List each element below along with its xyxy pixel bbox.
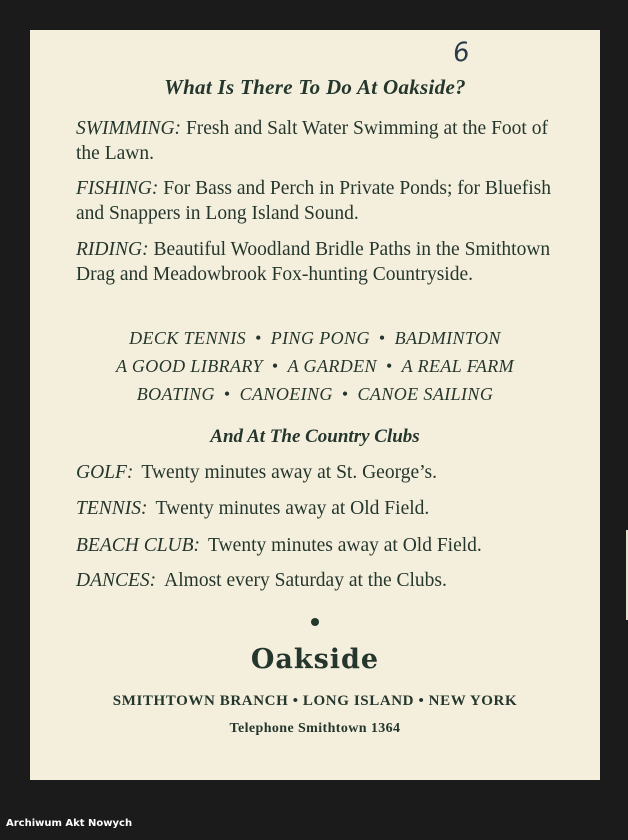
handwritten-page-number: 6 [450, 36, 472, 70]
divider-bullet [311, 618, 319, 626]
activity-swimming [76, 116, 576, 166]
club-key: GOLF: [76, 462, 134, 483]
country-clubs-heading: And At The Country Clubs [210, 426, 420, 447]
activity-fishing [76, 176, 576, 226]
extras-row-2 [30, 352, 600, 380]
club-key: BEACH CLUB: [76, 535, 201, 556]
extra-item: A REAL FARM [401, 356, 515, 376]
activity-key: RIDING: [76, 239, 149, 260]
club-golf [76, 461, 586, 485]
address-line: SMITHTOWN BRANCH • LONG ISLAND • NEW YORK [112, 693, 518, 709]
extra-item: PING PONG [270, 328, 370, 348]
activity-key: SWIMMING: [76, 118, 182, 139]
extras-row-1 [30, 324, 600, 352]
extra-item: BOATING [136, 384, 215, 404]
club-beach [76, 534, 586, 558]
brand-logo: Oakside [250, 644, 380, 675]
extra-item: BADMINTON [394, 328, 501, 348]
activity-key: FISHING: [76, 178, 159, 199]
activity-text: Beautiful Woodland Bridle Paths in the Smithtown Drag and Meadowbrook Fox-hunting Countryside. [76, 239, 551, 285]
club-key: TENNIS: [76, 498, 148, 519]
club-dances [76, 569, 586, 593]
separator-dot: • [385, 356, 393, 376]
extra-item: DECK TENNIS [129, 328, 247, 348]
extra-item: CANOEING [239, 384, 333, 404]
extra-item: A GOOD LIBRARY [115, 356, 263, 376]
activity-riding [76, 237, 576, 287]
separator-dot: • [271, 356, 279, 376]
club-text: Almost every Saturday at the Clubs. [164, 570, 447, 591]
activity-text: For Bass and Perch in Private Ponds; for Bluefish and Snappers in Long Island Sound. [76, 178, 552, 224]
extras-row-3 [30, 380, 600, 408]
club-text: Twenty minutes away at Old Field. [208, 535, 482, 556]
club-key: DANCES: [76, 570, 157, 591]
activity-text: Fresh and Salt Water Swimming at the Foot of the Lawn. [76, 118, 548, 164]
brochure-page [30, 30, 600, 780]
telephone-line: Telephone Smithtown 1364 [229, 721, 401, 736]
extra-item: CANOE SAILING [357, 384, 494, 404]
extras-list [30, 324, 600, 408]
archive-watermark: Archiwum Akt Nowych [6, 818, 133, 829]
page-title: What Is There To Do At Oakside? [164, 75, 466, 99]
extra-item: A GARDEN [287, 356, 377, 376]
separator-dot: • [341, 384, 349, 404]
club-text: Twenty minutes away at St. George’s. [141, 462, 438, 483]
club-tennis [76, 497, 586, 521]
separator-dot: • [378, 328, 386, 348]
club-text: Twenty minutes away at Old Field. [155, 498, 430, 519]
separator-dot: • [255, 328, 262, 348]
separator-dot: • [223, 384, 231, 404]
